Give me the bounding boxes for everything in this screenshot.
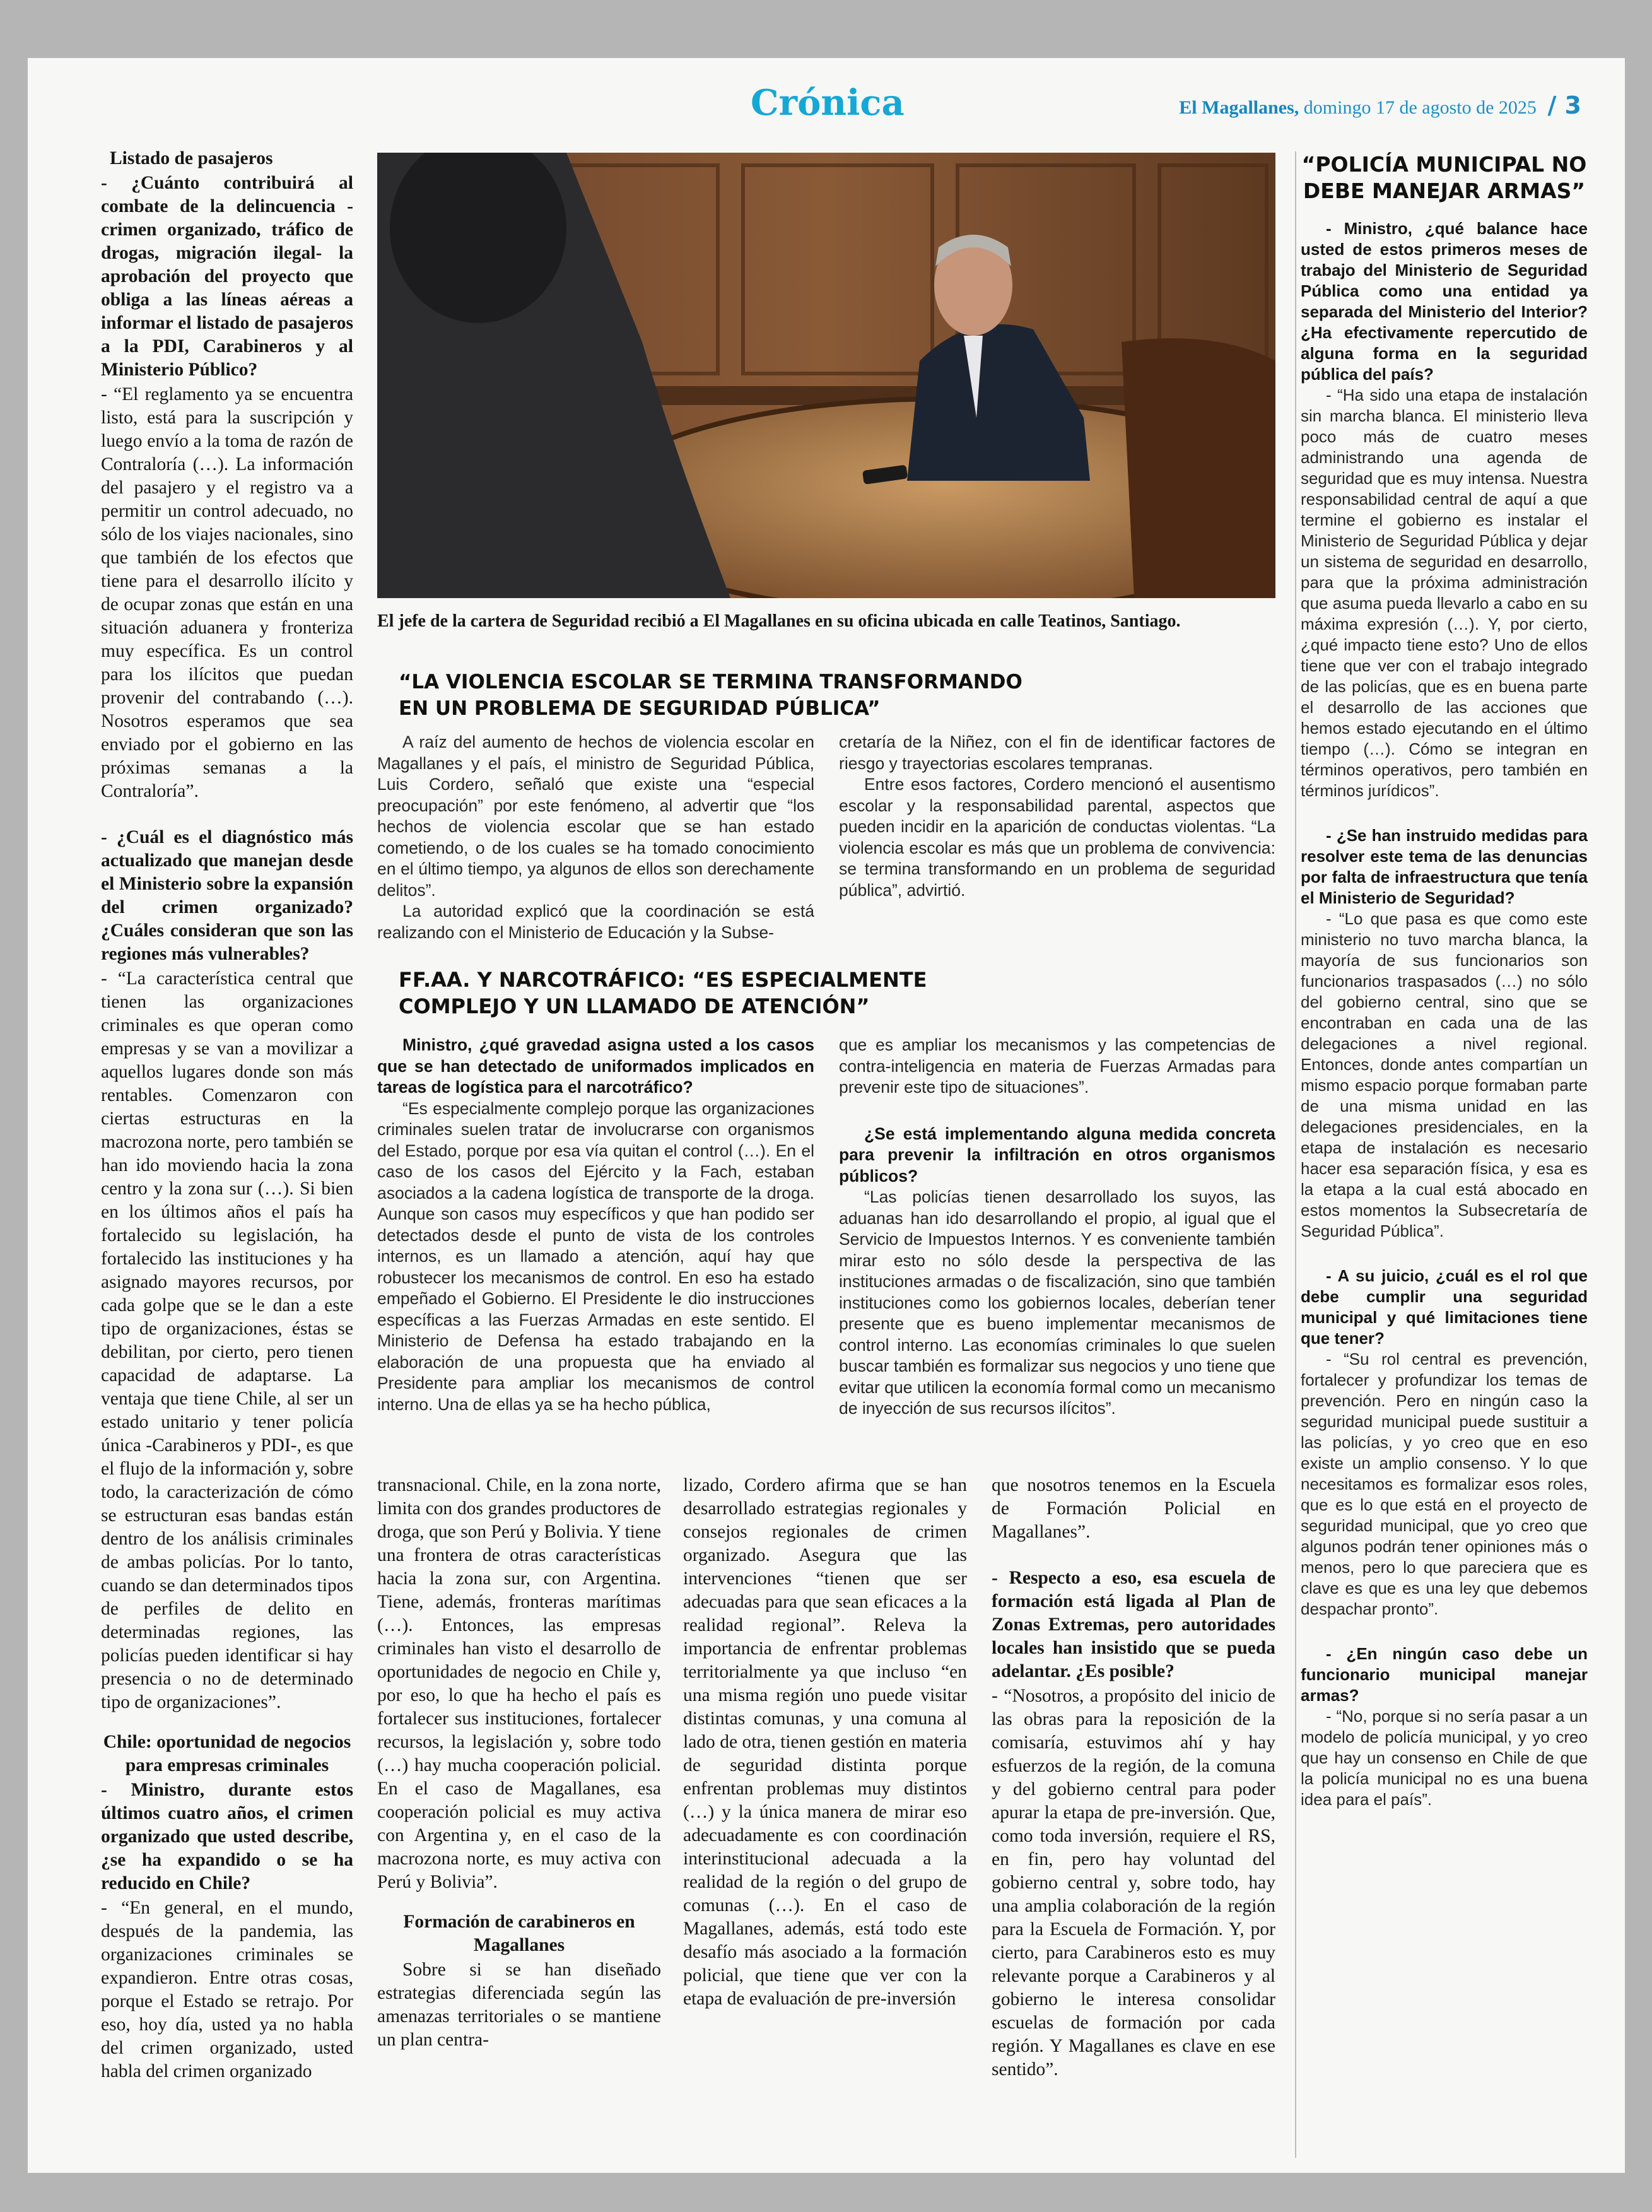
column-4 bbox=[992, 1474, 1275, 2083]
column-rule bbox=[1295, 151, 1296, 2158]
headline-school-violence: “LA VIOLENCIA ESCOLAR SE TERMINA TRANSFORMANDO EN UN PROBLEMA DE SEGURIDAD PÚBLICA” bbox=[399, 671, 1022, 720]
headline-armed-forces: FF.AA. Y NARCOTRÁFICO: “ES ESPECIALMENTE COMPLEJO Y UN LLAMADO DE ATENCIÓN” bbox=[399, 968, 927, 1018]
answer: “Las policías tienen desarrollado los suyos, las aduanas han ido desarrollando el propio, al igual que el Servicio de Impuestos Internos. Y es conveniente también mirar esto no sólo desde la perspectiva de las instituciones armadas o de fiscalización, sino que también instituciones como los gobiernos locales, deberían tener presente que es bueno implementar mecanismos de control interno. Las economías criminales lo que suelen buscar también es formalizar sus negocios y uno tiene que evitar que utilicen la economía formal como un mecanismo de inyección de sus recursos ilícitos”. bbox=[839, 1187, 1275, 1418]
newspaper-name: El Magallanes, bbox=[1179, 97, 1299, 118]
answer: “Es especialmente complejo porque las organizaciones criminales suelen tratar de involucrarse con organismos del Estado, porque por esa vía quitan el control (…). En el caso de los casos del Ejército y la Fach, estaban asociados a la cadena logística de transporte de la droga. Aunque son casos muy específicos y que han podido ser detectados desde el punto de vista de los controles internos, es un llamado a atención, aquí hay que robustecer los mecanismos de control. En eso ha estado empeñado el Gobierno. El Presidente le dio instrucciones específicas a las Fuerzas Armadas en este sentido. El Ministerio de Defensa ha estado trabajando en la elaboración de una propuesta que ha enviado al Presidente para ampliar los mecanismos de control interno. Una de ellas ya se ha hecho pública, bbox=[377, 1098, 814, 1414]
answer: - “Nosotros, a propósito del inicio de las obras para la reposición de la comisaría, estuvimos ahí y hay esfuerzos de la región, de la comuna y del gobierno central para poder apurar la etapa de pre-inversión. Que, como toda inversión, requiere el RS, en fin, pero hay voluntad del gobierno central y, sobre todo, hay una amplia colaboración de la región para la Escuela de Formación. Y, por cierto, para Carabineros esto es muy relevante porque a Carabineros y al gobierno le interesa consolidar escuelas de formación por cada región. Y Magallanes es clave en ese sentido”. bbox=[992, 1686, 1275, 2080]
answer: - “El reglamento ya se encuentra listo, está para la suscripción y luego envío a la toma de razón de Contraloría (…). La información del pasajero y el registro va a permitir un control adecuado, no sólo de los viajes nacionales, sino que también de los efectos que tiene para el desarrollo ilícito y de ocupar zonas que están en una situación aduanera y fronteriza muy específica. Es un control para los ilícitos que puedan provenir del contrabando (…). Nosotros esperamos que sea enviado por el gobierno en las próximas semanas a la Contraloría”. bbox=[101, 384, 353, 801]
question: - Ministro, ¿qué balance hace usted de estos primeros meses de trabajo del Ministerio de Seguridad Pública como una entidad ya separada del Ministerio del Interior? ¿Ha efectivamente repercutido de alguna forma en la seguridad pública del país? bbox=[1301, 219, 1588, 384]
paragraph: Sobre si se han diseñado estrategias diferenciada según las amenazas territoriales o se mantiene un plan centra- bbox=[377, 1960, 661, 2050]
paragraph: La autoridad explicó que la coordinación se está realizando con el Ministerio de Educación y la Subse- bbox=[377, 902, 814, 942]
interview-photo bbox=[377, 153, 1275, 598]
answer: - “Ha sido una etapa de instalación sin marcha blanca. El ministerio lleva poco más de cuatro meses administrando una agenda de seguridad que es muy intensa. Nuestra responsabilidad central de aquí a que termine el gobierno es instalar el Ministerio de Seguridad Pública y dejar un sistema de seguridad en desarrollo, para que la próxima administración que asuma pueda llevarlo a cabo en su máxima expresión (…). Y, por cierto, ¿qué impacto tiene esto? Uno de ellos tiene que ver con el trabajo integrado de las policías, que es en buena parte el desarrollo de las acciones que hemos estado ejecutando en el último tiempo (…). Cómo se integran en términos operativos, pero también en términos jurídicos”. bbox=[1301, 385, 1588, 800]
question: - ¿Cuánto contribuirá al combate de la delincuencia -crimen organizado, tráfico de drogas, migración ilegal- la aprobación del proyecto que obliga a las líneas aéreas a informar el listado de pasajeros a la PDI, Carabineros y al Ministerio Público? bbox=[101, 173, 353, 380]
issue-date: domingo 17 de agosto de 2025 bbox=[1303, 97, 1537, 118]
paragraph: que nosotros tenemos en la Escuela de Formación Policial en Magallanes”. bbox=[992, 1475, 1275, 1542]
office-scene-illustration bbox=[377, 153, 1275, 598]
answer: - “No, porque si no sería pasar a un modelo de policía municipal, y yo creo que hay un consenso en Chile de que la policía municipal no es una buena idea para el país”. bbox=[1301, 1707, 1588, 1809]
question: - A su juicio, ¿cuál es el rol que debe cumplir una seguridad municipal y qué limitaciones tiene que tener? bbox=[1301, 1266, 1588, 1348]
answer: - “La característica central que tienen las organizaciones criminales es que operan como empresas y se van a movilizar a aquellos lugares donde son más rentables. Comenzaron con ciertas estructuras en la macrozona norte, pero también se han ido moviendo hacia la zona centro y la zona sur (…). Si bien en los últimos años el país ha fortalecido su legislación, ha fortalecido las instituciones y ha asignado mayores recursos, por cada golpe que se le dan a este tipo de organizaciones, éstas se debilitan, por cierto, pero tienen capacidad de adaptarse. La ventaja que tiene Chile, al ser un estado unitario y tener policía única -Carabineros y PDI-, es que el flujo de la información y, sobre todo, la caracterización de cómo se estructuran esas bandas están dentro de los análisis criminales de ambas policías. Por lo tanto, cuando se dan determinados tipos de perfiles de delito en determinadas regiones, las policías pueden identificar si hay presencia o no de determinado tipo de organizaciones”. bbox=[101, 968, 353, 1712]
question: - Ministro, durante estos últimos cuatro años, el crimen organizado que usted describe, ¿se ha expandido o se ha reducido en Chile? bbox=[101, 1780, 353, 1893]
question: - ¿Se han instruido medidas para resolver este tema de las denuncias por falta de infraestructura que tenía el Ministerio de Seguridad? bbox=[1301, 826, 1588, 907]
subheading-chile: Chile: oportunidad de negocios para empresas criminales bbox=[103, 1732, 351, 1775]
column-3 bbox=[683, 1474, 967, 2012]
page-header-info bbox=[1179, 91, 1581, 119]
question: ¿Se está implementando alguna medida concreta para prevenir la infiltración en otros organismos públicos? bbox=[839, 1124, 1275, 1185]
school-violence-right bbox=[839, 732, 1275, 901]
paragraph: A raíz del aumento de hechos de violencia escolar en Magallanes y el país, el ministro de Seguridad Pública, Luis Cordero, señaló que existe una “especial preocupación” por este fenómeno, al advertir que “los hechos de violencia escolar que se han estado cometiendo, o de los cuales se ha tomado conocimiento en el último tiempo, ya algunos de ellos son derechamente delitos”. bbox=[377, 732, 814, 900]
armed-forces-left bbox=[377, 1035, 814, 1415]
column-5 bbox=[1301, 151, 1588, 1810]
question: - Respecto a eso, esa escuela de formación está ligada al Plan de Zonas Extremas, pero autoridades locales han insistido que se pueda adelantar. ¿Es posible? bbox=[992, 1568, 1275, 1681]
armed-forces-right bbox=[839, 1035, 1275, 1420]
column-2 bbox=[377, 1474, 661, 2053]
answer: - “En general, en el mundo, después de la pandemia, las organizaciones criminales se expandieron. Entre otras cosas, porque el Estado se retrajo. Por eso, hoy día, usted ya no habla del crimen organizado, usted habla del crimen organizado bbox=[101, 1898, 353, 2081]
school-violence-left bbox=[377, 732, 814, 943]
question: Ministro, ¿qué gravedad asigna usted a los casos que se han detectado de uniformados implicados en tareas de logística para el narcotráfico? bbox=[377, 1035, 814, 1097]
paragraph: Entre esos factores, Cordero mencionó el ausentismo escolar y la responsabilidad parental, aspectos que pueden incidir en la aparición de conductas violentas. “La violencia escolar es más que un problema de convivencia: se termina transformando en un problema de seguridad pública”, advirtió. bbox=[839, 775, 1275, 900]
subheading-passenger-list: Listado de pasajeros bbox=[110, 148, 273, 168]
paragraph: lizado, Cordero afirma que se han desarrollado estrategias regionales y consejos regionales de crimen organizado. Asegura que las intervenciones “tienen que ser adecuadas para que sean eficaces a la realidad regional”. Releva la importancia de enfrentar problemas territorialmente ya que incluso “en una misma región uno puede visitar distintas comunas, y una comuna al lado de otra, tienen gestión en materia de seguridad distinta porque enfrentan problemas muy distintos (…) y la única manera de mirar eso adecuadamente es con coordinación interinstitucional adecuada a la realidad de la región o del grupo de comunas (…). En el caso de Magallanes, además, está todo este desafío más asociado a la formación policial, que tiene que ver con la etapa de evaluación de pre-inversión bbox=[683, 1475, 967, 2009]
answer: que es ampliar los mecanismos y las competencias de contra-inteligencia en materia de Fuerzas Armadas para prevenir este tipo de situaciones”. bbox=[839, 1035, 1275, 1097]
question: - ¿Cuál es el diagnóstico más actualizado que manejan desde el Ministerio sobre la expansión del crimen organizado? ¿Cuáles consideran que son las regiones más vulnerables? bbox=[101, 827, 353, 964]
section-title: Crónica bbox=[751, 82, 905, 124]
page-number: / 3 bbox=[1547, 91, 1581, 119]
photo-caption: El jefe de la cartera de Seguridad recibió a El Magallanes en su oficina ubicada en calle Teatinos, Santiago. bbox=[377, 611, 1181, 631]
subheading-carabineros: Formación de carabineros en Magallanes bbox=[403, 1912, 635, 1955]
paragraph: transnacional. Chile, en la zona norte, limita con dos grandes productores de droga, que son Perú y Bolivia. Y tiene una frontera de otras características hacia la zona sur, con Argentina. Tiene, además, fronteras marítimas (…). Entonces, las empresas criminales han visto el desarrollo de oportunidades de negocio en Chile y, por eso, lo que ha hecho el país es fortalecer sus instituciones, fortalecer recursos, la legislación y, sobre todo (…) hay mucha cooperación policial. En el caso de Magallanes, esa cooperación policial es muy activa con Argentina y, en el caso de la macrozona norte, es muy activa con Perú y Bolivia”. bbox=[377, 1475, 661, 1892]
answer: - “Su rol central es prevención, fortalecer y profundizar los temas de prevención. Pero en ningún caso la seguridad municipal puede sustituir a las policías, y yo creo que en eso existe un amplio consenso. Y lo que necesitamos es formalizar esos roles, que es lo que está en el proyecto de seguridad municipal, que yo creo que algunos podrán tener opiniones más o menos, pero lo que pareciera que es clave es que es una ley que debemos despachar pronto”. bbox=[1301, 1350, 1588, 1618]
column-1 bbox=[101, 147, 353, 2085]
headline-municipal-police: “POLICÍA MUNICIPAL NO DEBE MANEJAR ARMAS” bbox=[1301, 152, 1587, 203]
question: - ¿En ningún caso debe un funcionario municipal manejar armas? bbox=[1301, 1644, 1588, 1705]
answer: - “Lo que pasa es que como este ministerio no tuvo marcha blanca, la mayoría de sus funcionarios son funcionarios traspasados (…) no sólo del gobierno central, sino que se encontraban en cada una de las delegaciones a nivel regional. Entonces, donde antes compartían un mismo espacio porque formaban parte de una misma unidad en las delegaciones presidenciales, en la etapa de instalación es necesario hacer esa separación física, y esa es la etapa a la cual está abocado en estos momentos la Subsecretaría de Seguridad Pública”. bbox=[1301, 909, 1588, 1240]
paragraph: cretaría de la Niñez, con el fin de identificar factores de riesgo y trayectorias escolares tempranas. bbox=[839, 732, 1275, 773]
